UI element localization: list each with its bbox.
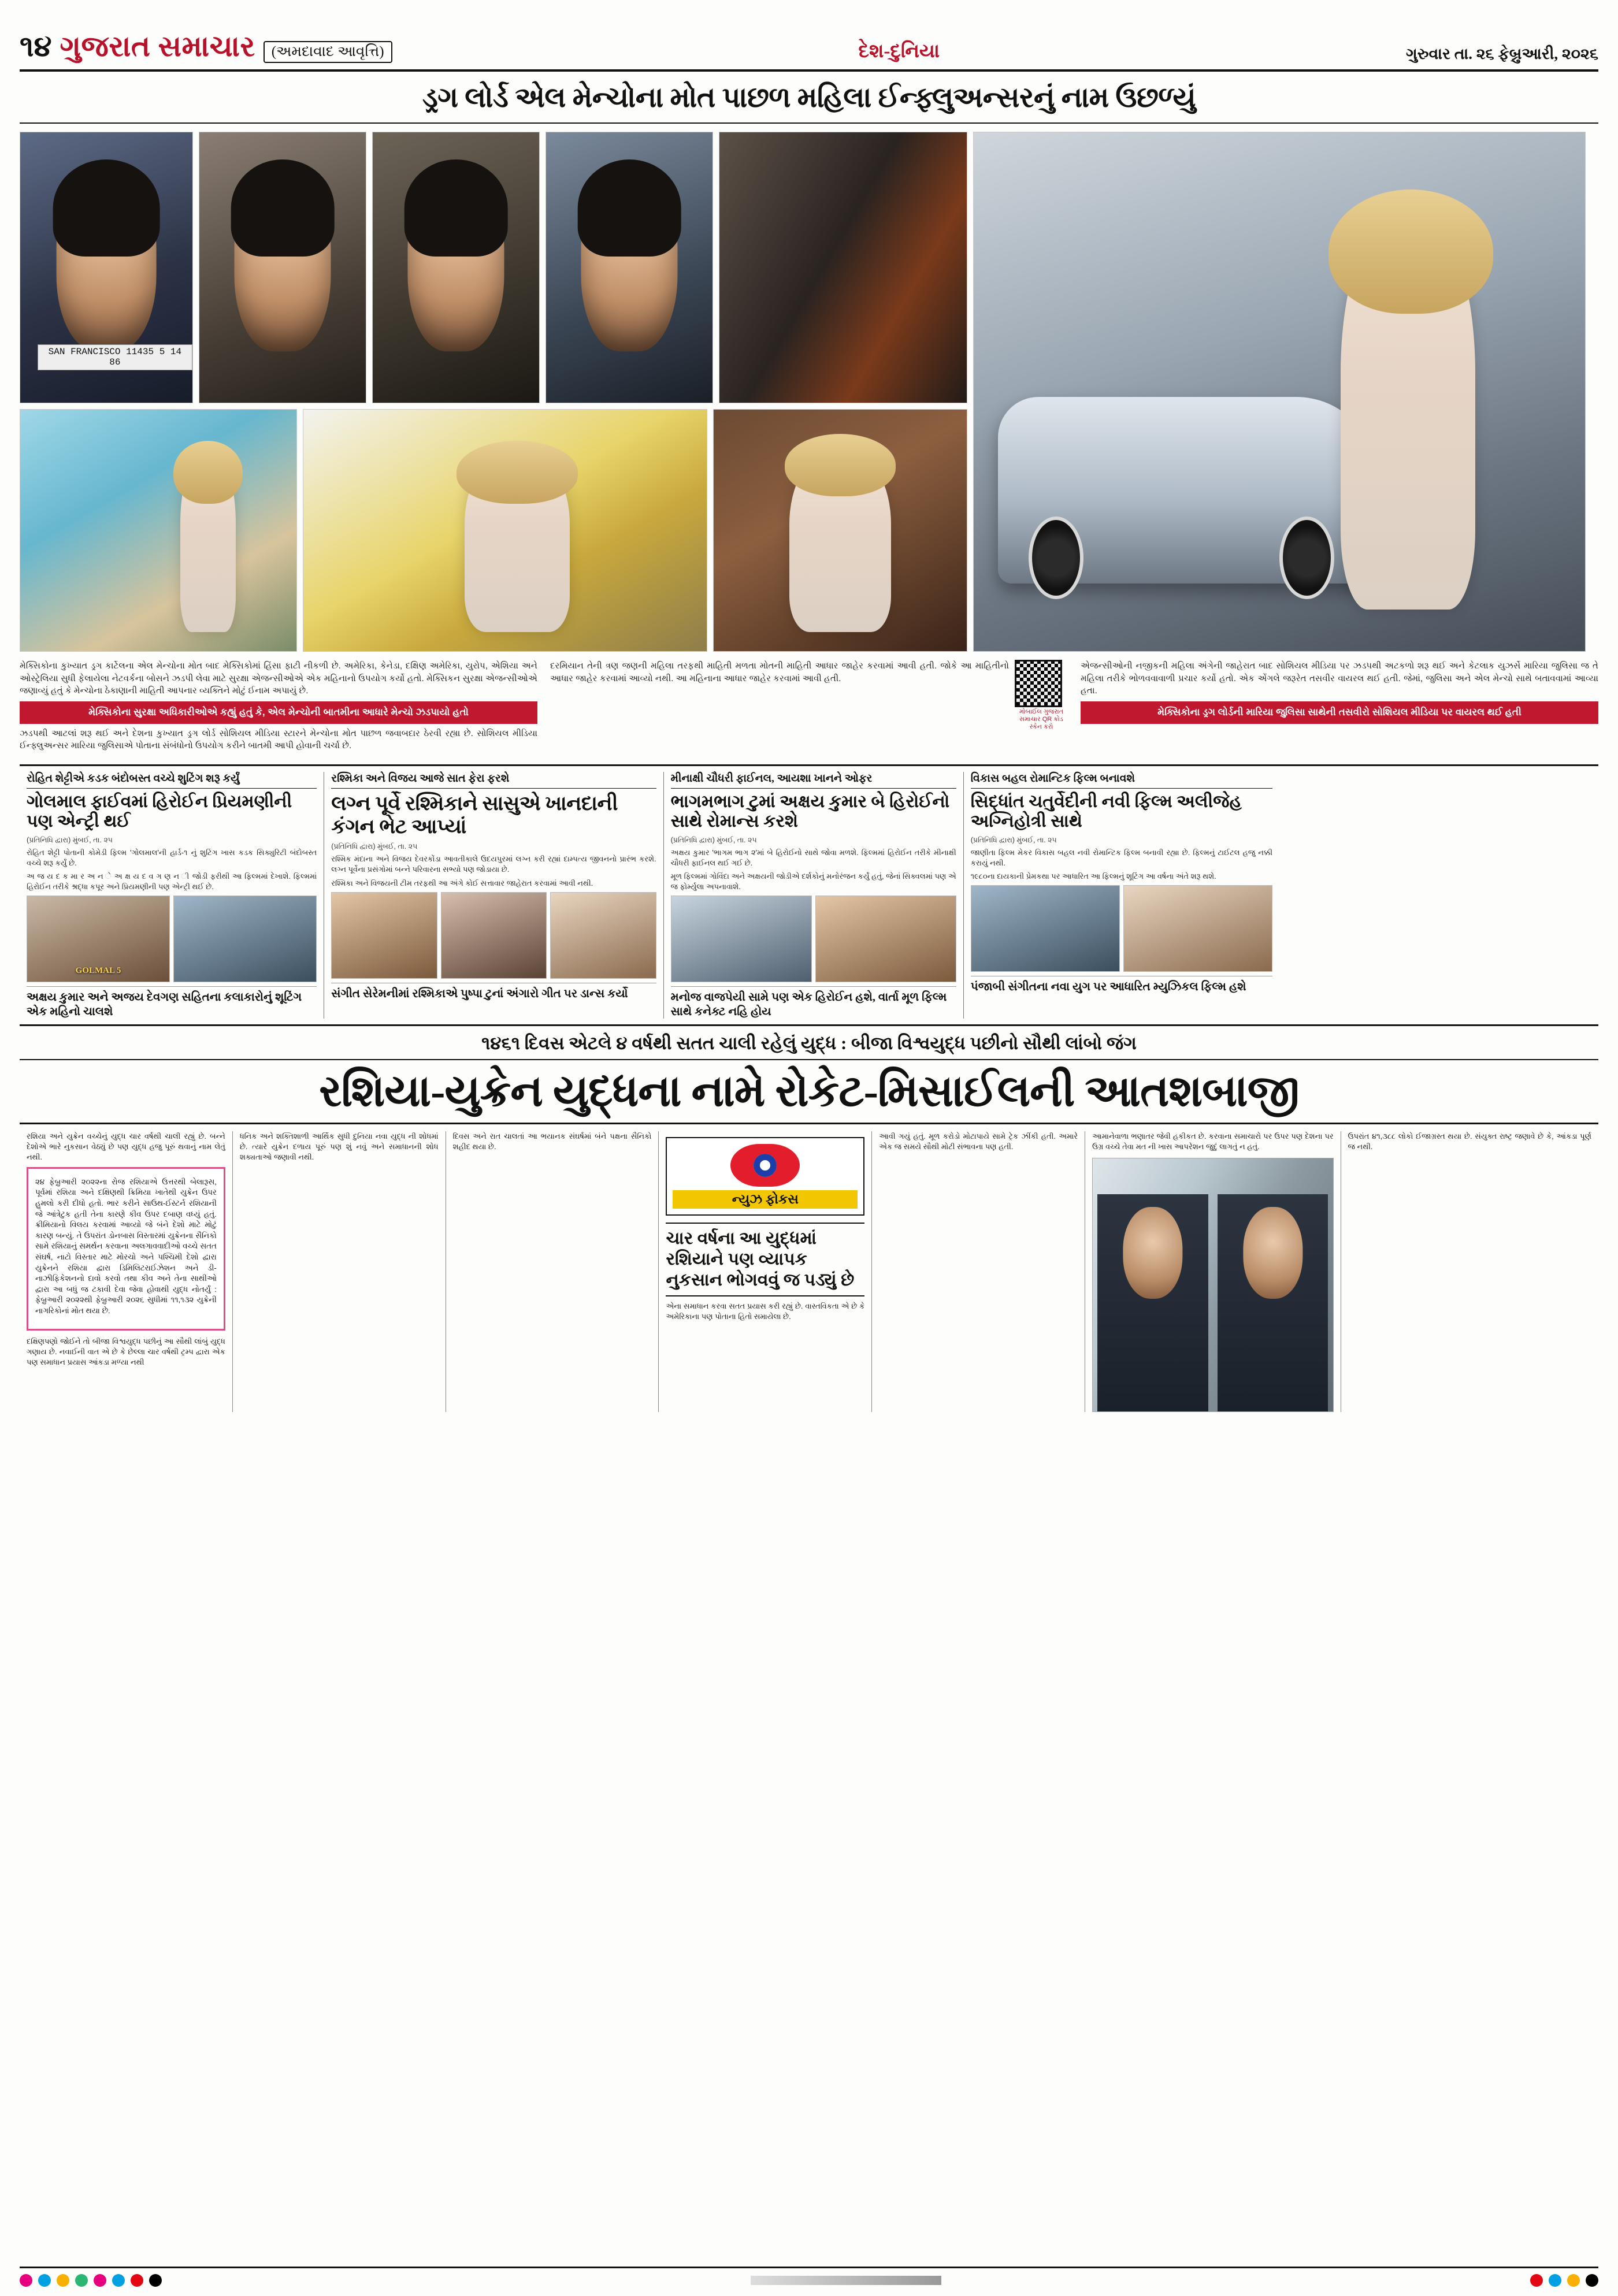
entertainment-article-2 (324, 772, 663, 1019)
war-body-grid (20, 1131, 1598, 1412)
article-photo-2a (331, 892, 437, 979)
photo-influencer-supercar (973, 132, 1586, 652)
page-number: ૧૪ (20, 30, 52, 62)
article-images-4 (971, 885, 1272, 972)
film-title-badge: GOLMAL 5 (75, 966, 121, 976)
footer-color-dots-left (20, 2274, 162, 2287)
date-line: ગુરુવાર તા. ૨૬ ફેબ્રુઆરી, ૨૦૨૬ (1406, 45, 1598, 62)
war-column-5 (872, 1131, 1085, 1412)
article-para-2b: રશ્મિકા અને વિજયની ટીમ તરફથી આ અંગે કોઈ સત્તાવાર જાહેરાત કરવામાં આવી નથી. (331, 878, 593, 887)
war-headline: રશિયા-યુક્રેન યુદ્ધના નામે રોકેટ-મિસાઈલની આતશબાજી (20, 1060, 1598, 1124)
article-para-3b: મૂળ ફિલ્મમાં ગોવિંદા અને અક્ષયની જોડીએ દર્શકોનું મનોરંજન કર્યું હતું, જેનાં સિક્વલમાં પણ એ જ ફોર્મ્યુલા અપનાવાશે. (670, 872, 956, 891)
qr-block[interactable] (1015, 660, 1068, 731)
photo-grid-left (20, 132, 967, 652)
masthead-left (20, 29, 392, 64)
caption-text-3: એજન્સીઓની નજીકની મહિલા અંગેની જાહેરાત બાદ સોશિયલ મીડિયા પર ઝડપથી અટકળો શરૂ થઈ અને કેટલાક યુઝર્સે મારિયા જુલિસા જ તે મહિલા તરીકે ભોળવવાવાળી પ્રચાર કર્યો હતો. એક એંગલે જરૂરેત તસવીર વાયરલ થઈ હતી. જેમાં, જુલિસા અને એલ મેન્ચો સાથે બતાવવામાં આવ્યા હતા. (1081, 661, 1598, 696)
war-para-1: રશિયા અને યુક્રેન વચ્ચેનું યુદ્ધ ચાર વર્ષથી ચાલી રહ્યું છે. બન્ને દેશોએ ભારે નુકસાન વેઠ્યું છે પણ યુદ્ધ હજુ પૂરું થવાનું નામ લેતું નથી. (27, 1132, 225, 1162)
news-focus-logo (666, 1137, 864, 1216)
article-byline-4: (પ્રતિનિધિ દ્વારા) મુંબઈ, તા. ૨૫ (970, 835, 1057, 844)
article-body-2 (331, 854, 656, 889)
article-headline-3: ભાગમભાગ ટુમાં અક્ષય કુમાર બે હિરોઈનો સાથે રોમાન્સ કરશે (670, 792, 950, 831)
photo-row-top (20, 132, 967, 403)
footer-registration-bar (751, 2276, 941, 2285)
news-focus-label: ન્યુઝ ફોકસ (673, 1190, 858, 1209)
war-bottom-note: દક્ષિણપણો જોઈને તો બીજા વિશ્વયુદ્ધ પછીનું આ સૌથી લાંબું યુદ્ધ ગણાય છે. નવાઈની વાત એ છે કે છેલ્લા ચાર વર્ષથી ટ્રમ્પ દ્વારા એક પણ સમાધાન પ્રયાસ આંકડા મળ્યા નથી (27, 1336, 225, 1366)
entertainment-article-3 (664, 772, 964, 1019)
section-title: દેશ-દુનિયા (858, 41, 940, 62)
article-para-1a: રોહિત શેટ્ટી પોતાની કોમેડી ફિલ્મ 'ગોલમાલ'ની હાર્ડ-૧ નું શુટિંગ ખાસ કડક સિક્યુરિટી બંદોબસ્ત વચ્ચે શરૂ કર્યું છે. (27, 848, 317, 867)
war-intro-1 (27, 1131, 225, 1163)
lead-photo-block (20, 132, 1598, 652)
article-footer-4: પંજાબી સંગીતના નવા યુગ પર આધારિત મ્યુઝિકલ ફિલ્મ હશે (971, 976, 1272, 994)
caption-text-1b: ઝડપથી આટલાં શરૂ થઈ અને દેશના કુખ્યાત ડ્રગ લોર્ડ સોશિયલ મીડિયા સ્ટારને મેન્ચોના મોત પાછળ જવાબદાર ઠેરવી રહ્યા છે. સોશિયલ મીડિયા ઈન્ફ્લુઅન્સર મારિયા જુલિસાએ પોતાના સંબંધોનો ઉપયોગ કરીને બાતમી આપી હોવાની ચર્ચા છે. (20, 728, 537, 751)
caption-text-2: દરમિયાન તેની ત્રણ જણની મહિલા તરફથી માહિતી મળતા મોતની માહિતી આધાર જાહેર કરવામાં આવી હતી. જોકે આ માહિતીનો આધાર જાહેર કરવામાં આવ્યો નથી. આ મહિનાના આધાર જાહેર કરવામાં આવી હતી. (550, 661, 1009, 683)
article-byline-2: (પ્રતિનિધિ દ્વારા) મુંબઈ, તા. ૨૫ (331, 842, 418, 851)
article-para-1b: અ જ ય દ ક મા ર અ ન ે અ ક્ષ ય દ વ ગ ણ ન ી જોડી ફરીથી આ ફિલ્મમાં દેખાશે. ફિલ્મમાં હિરોઈન તરીકે શ્રદ્ધા કપૂર અને પ્રિયમણીની પણ એન્ટ્રી થઈ છે. (27, 872, 317, 891)
article-headline-2: લગ્ન પૂર્વે રશ્મિકાને સાસુએ ખાનદાની કંગન ભેટ આપ્યાં (331, 792, 618, 838)
article-images-3 (671, 896, 956, 982)
article-footer-3: મનોજ વાજપેયી સામે પણ એક હિરોઈન હશે, વાર્તા મૂળ ફિલ્મ સાથે કનેક્ટ નહિ હોય (671, 986, 956, 1019)
photo-mugshot-2 (199, 132, 366, 403)
footer-color-dots-right (1530, 2274, 1598, 2287)
article-footer-1: અક્ષય કુમાર અને અજય દેવગણ સહિતના કલાકારોનું શૂટિંગ એક મહિનો ચાલશે (27, 986, 317, 1019)
article-kicker-3: મીનાક્ષી ચૌધરી ફાઈનલ, આયશા ખાનને ઓફર (671, 772, 956, 789)
page-footer (20, 2267, 1598, 2287)
war-pinkbox-text: ૨૪ ફેબ્રુઆરી ૨૦૨૨ના રોજ રશિયાએ ઉત્તરથી બેલારૂસ, પૂર્વમાં રશિયા અને દક્ષિણથી ક્રિમિયા ખાતેથી યુક્રેન ઉપર હુમલો કરી દીધો હતો. ભાર કરીને સાઉથ-ઈસ્ટર્ન રશિયાની જે આંત્રેટુક હતી તેના કારણે કીવ ઉપર દબાણ વધ્યું હતું. ક્રીમિયાનો વિલય કરવામાં આવ્યો જે બંને દેશો માટે મોટું કારણ બન્યું. તે ઉપરાંત ડોનબાસ વિસ્તારમાં યુક્રેનના સૈનિકો સામે રશિયાનું સમર્થન કરવાના અલગાવવાદીઓ વચ્ચે સતત સંઘર્ષ, નાટો વિસ્તાર માટે મોરચો અને પશ્ચિમી દેશો દ્વારા યુક્રેનને રશિયા દ્વારા ડિમિલિટરાઈઝેશન અને ડી-નાઝીફિકેશનનો દાવો કરવો તથા કીવ અને તેના સાથીઓ દ્વારા આ બધું જ ટકાવી દેવા જેવા હોવાથી યુદ્ધ નોતર્યું : ફેબ્રુઆરી ૨૦૨૨થી ફેબ્રુઆરી ૨૦૨૬ સુધીમાં ૧૧,૧૩૨ યુક્રેની નાગરિકોનાં મોત થયા છે. (35, 1177, 217, 1315)
article-body-1 (27, 848, 317, 893)
caption-column-3 (1081, 660, 1598, 756)
qr-code-icon[interactable] (1015, 660, 1062, 707)
article-photo-4a (971, 885, 1120, 972)
photo-influencer-lounge (713, 409, 967, 652)
article-byline-3: (પ્રતિનિધિ દ્વારા) મુંબઈ, તા. ૨૫ (670, 835, 757, 844)
edition-label: (અમદાવાદ આવૃત્તિ) (264, 41, 392, 63)
caption-column-1 (20, 660, 537, 756)
war-column-1 (20, 1131, 233, 1412)
article-photo-2c (550, 892, 656, 979)
photo-influencer-flowers (303, 409, 707, 652)
article-body-4 (971, 848, 1272, 882)
entertainment-article-4 (964, 772, 1279, 1019)
article-kicker-1: રોહિત શેટ્ટીએ કડક બંદોબસ્ત વચ્ચે શુટિંગ શરૂ કર્યું (27, 772, 317, 789)
article-kicker-4: વિકાસ બહલ રોમાન્ટિક ફિલ્મ બનાવશે (971, 772, 1272, 789)
article-headline-4: સિદ્ધાંત ચતુર્વેદીની નવી ફિલ્મ અલીજેહ અગ્નિહોત્રી સાથે (970, 792, 1242, 831)
article-photo-1a (27, 896, 170, 982)
war-para-6: આમાનેવાળા ભણાતર જેવી હકીકત છે. કરવાના સમાચારો પર ઉપર પણ દેશના પર ઉગ્ર વચ્ચે તેવા મત ની ખાસ આપરેશન જુદું લાગતું ન હતું. (1092, 1132, 1334, 1151)
qr-caption: મોબાઈલ ગુજરાત સમાચાર QR કોડ સ્કેન કરો (1019, 708, 1064, 731)
war-para-2: ધનિક અને શક્તિશાળી આર્થિક સુધી દુનિયા નવા યુદ્ધ ની શોધમાં છે. ત્યારે યુક્રેન દળાય પૂરું પણ શું નવું અને સમાધાનની શોધ શક્યતાઓ જણાવી નથી. (239, 1132, 439, 1162)
war-para-3: દિવસ અને રાત ચાલતાં આ ભયાનક સંઘર્ષમાં બંને પક્ષના સૈનિકો શહીદ થયા છે. (452, 1132, 652, 1151)
photo-mugshot-3 (372, 132, 540, 403)
war-para-7: ઉપરાંત ૪૧,૩૮૮ લોકો ઈજાગ્રસ્ત થયા છે. સંયુક્ત રાષ્ટ્ર જણાવે છે કે, આંકડા પૂર્ણ જ નથી. (1348, 1132, 1591, 1151)
mugshot-plate: SAN FRANCISCO 11435 5 14 86 (38, 344, 192, 370)
photo-influencer-beach (20, 409, 297, 652)
article-photo-2b (441, 892, 547, 979)
caption-redbox-2: મેક્સિકોના ડ્રગ લોર્ડની મારિયા જુલિસા સાથેની તસવીરો સોશિયલ મીડિયા પર વાયરલ થઈ હતી (1081, 701, 1598, 724)
article-photo-4b (1123, 885, 1272, 972)
article-body-3 (671, 848, 956, 893)
war-column-2 (233, 1131, 446, 1412)
war-para-5: આવી ગયું હતું. મૂળ કરોડો મોટાપાયે સામે ટ્રેક ઝીંકી હતી. અમારે એક જ સમયે સૌથી મોટી સંભાવના પણ હતી. (879, 1132, 1078, 1151)
article-byline-1: (પ્રતિનિધિ દ્વારા) મુંબઈ, તા. ૨૫ (27, 835, 113, 844)
photo-row-bottom (20, 409, 967, 652)
article-footer-2: સંગીત સેરેમનીમાં રશ્મિકાએ પુષ્પા ટુનાં અંગારો ગીત પર ડાન્સ કર્યો (331, 983, 656, 1001)
article-images-1 (27, 896, 317, 982)
article-photo-1b (173, 896, 317, 982)
caption-text-1: મેક્સિકોના કુખ્યાત ડ્રગ કાર્ટેલના એલ મેન્ચોના મોત બાદ મેક્સિકોમાં હિંસા ફાટી નીકળી છે. અમેરિકા, કેનેડા, દક્ષિણ અમેરિકા, યુરોપ, એશિયા અને ઓસ્ટ્રેલિયા સુધી ફેલાયેલા નેટવર્કના બોસને ઝડપી લેવા માટે સુરક્ષા એજન્સીઓએ એક મહિનાનો ઉપયોગ કર્યો હતો. મેક્સિકન સુરક્ષા એજન્સીઓએ જણાવ્યું હતું કે મેન્ચોના ઠેકાણાની માહિતી આપનાર વ્યક્તિને મોટું ઈનામ અપાયું છે. (20, 661, 537, 696)
war-column-6 (1085, 1131, 1341, 1412)
article-para-2a: રશ્મિક મંદાના અને વિજય દેવરકોંડા આવતીકાલે ઉદયપુરમાં લગ્ન કરી રહ્યાં દામ્પત્ય જીવનનો પ્રારંભ કરશે. લગ્ન પૂર્વેના પ્રસંગોમાં બન્ને પરિવારના સભ્યો પણ જોડાયા છે. (331, 855, 656, 874)
war-column-7 (1341, 1131, 1598, 1412)
photo-world-leaders (1092, 1158, 1334, 1412)
paper-name: ગુજરાત સમાચાર (60, 30, 255, 62)
entertainment-strip (20, 772, 1598, 1026)
article-kicker-2: રશ્મિકા અને વિજય આજે સાત ફેરા ફરશે (331, 772, 656, 789)
photo-mugshot-1 (20, 132, 193, 403)
article-photo-3a (671, 896, 812, 982)
photo-burned-car (719, 132, 967, 403)
article-photo-3b (815, 896, 956, 982)
article-para-4a: જાણીતા ફિલ્મ મેકર વિકાસ બહલ નવી રોમાન્ટિક ફિલ્મ બનાવી રહ્યા છે. ફિલ્મનું ટાઈટલ હજુ નક્કી કરાયું નથી. (970, 848, 1273, 867)
article-images-2 (331, 892, 656, 979)
war-sub-headline: ચાર વર્ષના આ યુદ્ધમાં રશિયાને પણ વ્યાપક નુકસાન ભોગવવું જ પડ્યું છે (666, 1223, 864, 1296)
entertainment-article-1 (20, 772, 324, 1019)
war-column-3 (446, 1131, 659, 1412)
article-headline-1: ગોલમાલ ફાઈવમાં હિરોઈન પ્રિયમણીની પણ એન્ટ્રી થઈ (27, 792, 292, 831)
article-para-3a: અક્ષય કુમાર 'ભાગમ ભાગ ૨'માં બે હિરોઈનો સાથે જોવા મળશે. ફિલ્મમાં હિરોઈન તરીકે મીનાક્ષી ચૌધરી ફાઈનલ થઈ ગઈ છે. (670, 848, 956, 867)
masthead (20, 16, 1598, 72)
caption-redbox-1: મેક્સિકોના સુરક્ષા અધિકારીઓએ કહ્યું હતું કે, એલ મેન્ચોની બાતમીના આધારે મેન્ચો ઝડપાયો હતો (20, 701, 537, 724)
war-column-4 (659, 1131, 872, 1412)
lead-caption-row (20, 660, 1598, 766)
war-pink-box (27, 1167, 225, 1331)
caption-column-2 (550, 660, 1068, 756)
photo-mugshot-4 (545, 132, 713, 403)
lead-headline: ડ્રગ લોર્ડ એલ મેન્ચોના મોત પાછળ મહિલા ઈન્ફ્લુઅન્સરનું નામ ઉછળ્યું (20, 72, 1598, 124)
war-para-4: એના સમાધાન કરવા સતત પ્રયાસ કરી રહ્યું છે. વાસ્તવિકતા એ છે કે અમેરિકાના પણ પોતાના હિતો સમાયેલા છે. (666, 1302, 865, 1321)
article-para-4b: ૧૯૮૦ના દાયકાની પ્રેમકથા પર આધારિત આ ફિલ્મનું શૂટિંગ આ વર્ષના અંતે શરૂ થશે. (970, 872, 1216, 881)
war-kicker: ૧૪૬૧ દિવસ એટલે ૪ વર્ષથી સતત ચાલી રહેલું યુદ્ધ : બીજા વિશ્વયુદ્ધ પછીનો સૌથી લાંબો જંગ (20, 1026, 1598, 1060)
eye-icon (730, 1144, 800, 1187)
